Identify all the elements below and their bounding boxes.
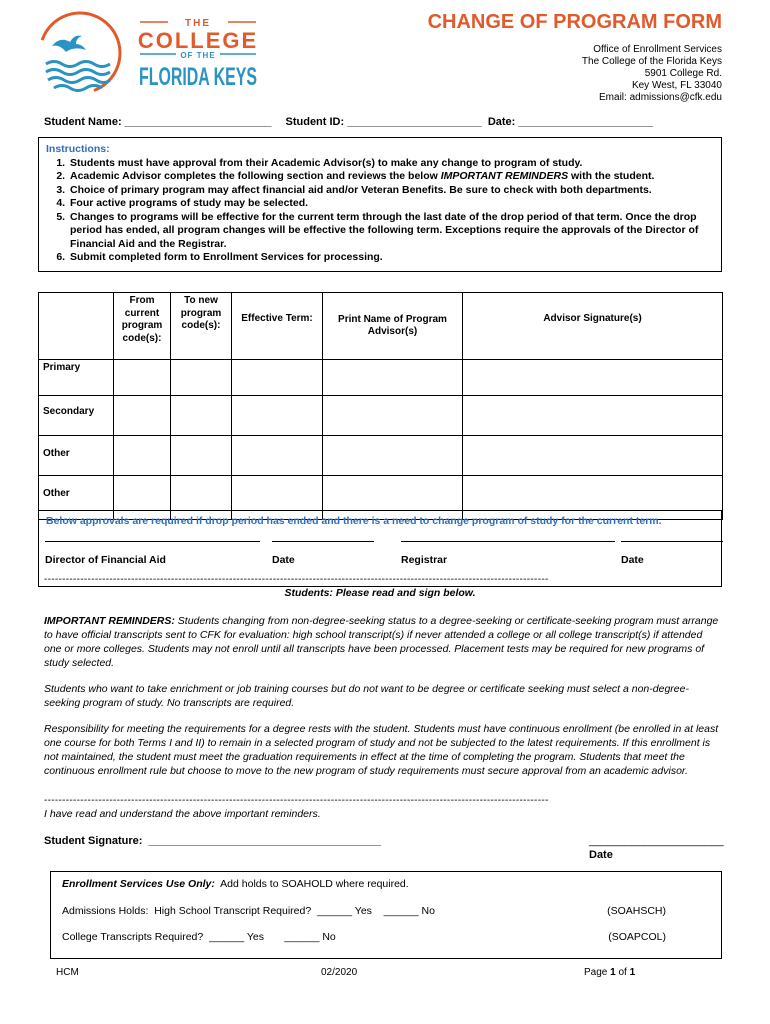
enrollment-title-rest: Add holds to SOAHOLD where required. [214, 878, 409, 890]
signature-date-label: Date [589, 849, 613, 861]
instruction-item [68, 170, 714, 184]
table-cell[interactable] [463, 396, 723, 436]
program-table [38, 292, 723, 520]
college-code: (SOAPCOL) [608, 931, 666, 943]
page-current: 1 [610, 967, 616, 978]
form-title: CHANGE OF PROGRAM FORM [427, 11, 722, 33]
table-cell[interactable] [463, 436, 723, 476]
row-label: Primary [39, 360, 114, 396]
student-info-line [44, 116, 724, 128]
table-cell[interactable] [232, 436, 323, 476]
director-label: Director of Financial Aid [45, 554, 166, 566]
instruction-text: Academic Advisor completes the following section and reviews the below IMPORTANT REMINDERS with the student. [70, 170, 655, 182]
responsibility-para: Responsibility for meeting the requirements for a degree rests with the student. Students must have continuous enrollment (be enrolled in at least one course for both Terms I and II) to remain in a selected program of study and not be subjected to the latest requirements. If this enrollment is not maintained, the student must meet the graduation requirements in effect at the time of completing the program. Students that meet the continuous enrollment rule but choose to move to the new program of study requirements must secure approval from an academic advisor. [44, 723, 719, 777]
page-total: 1 [629, 967, 636, 978]
admissions-holds-row[interactable]: Admissions Holds: High School Transcript Required? ______ Yes ______ No [62, 905, 435, 917]
important-label: IMPORTANT REMINDERS: [44, 615, 175, 627]
table-cell[interactable] [232, 360, 323, 396]
table-cell[interactable] [171, 360, 232, 396]
enrollment-title-row [62, 878, 409, 890]
row-label: Other [39, 476, 114, 520]
page-prefix: Page [584, 967, 611, 978]
header-to-code: To new program code(s): [171, 293, 232, 360]
header-advisor-name: Print Name of Program Advisor(s) [323, 293, 463, 360]
instruction-item: 6. Submit completed form to Enrollment Services for processing. [68, 251, 714, 265]
signature-date-line[interactable]: ______________________ [589, 835, 724, 847]
header-empty [39, 293, 114, 360]
logo-line2: COLLEGE [137, 28, 259, 53]
page-of: of [615, 967, 630, 978]
instruction-emphasis: IMPORTANT REMINDERS [440, 170, 569, 182]
important-reminders-para [44, 614, 722, 670]
registrar-signature-line[interactable] [401, 541, 615, 542]
table-cell[interactable] [323, 436, 463, 476]
office-address [480, 44, 722, 104]
table-cell[interactable] [232, 396, 323, 436]
director-signature-line[interactable] [45, 541, 260, 542]
table-row [39, 360, 723, 396]
logo-line4: FLORIDA KEYS [139, 63, 257, 91]
office-line: Key West, FL 33040 [631, 80, 722, 91]
date-label: Date [272, 554, 295, 566]
registrar-date-line[interactable] [621, 541, 723, 542]
enrollment-services-box [50, 871, 722, 959]
student-name-field[interactable]: Student Name: ________________________ [44, 116, 272, 128]
divider: ------------------------------------------------------------------------------------------------------------------------------------------- [44, 795, 549, 806]
office-email: Email: admissions@cfk.edu [599, 92, 722, 103]
table-cell[interactable] [171, 396, 232, 436]
instructions-box [38, 137, 722, 272]
office-line: Office of Enrollment Services [593, 44, 722, 55]
table-cell[interactable] [463, 360, 723, 396]
table-cell[interactable] [114, 360, 171, 396]
student-signature-field[interactable]: Student Signature: ______________________________________ [44, 835, 381, 847]
page-number [584, 967, 635, 978]
header-advisor-signature: Advisor Signature(s) [463, 293, 723, 360]
header-effective-term: Effective Term: [232, 293, 323, 360]
table-cell[interactable] [323, 396, 463, 436]
row-label: Other [39, 436, 114, 476]
logo-graphic [38, 8, 268, 98]
row-label: Secondary [39, 396, 114, 436]
instructions-list [46, 157, 714, 265]
footer-date: 02/2020 [321, 967, 358, 978]
footer-left: HCM [56, 967, 79, 978]
office-line: 5901 College Rd. [644, 68, 722, 79]
table-cell[interactable] [323, 360, 463, 396]
acknowledgement-text: I have read and understand the above important reminders. [44, 808, 321, 820]
enrollment-title: Enrollment Services Use Only: [62, 878, 215, 890]
header-from-code: From current program code(s): [114, 293, 171, 360]
college-logo [38, 8, 268, 98]
college-transcripts-row[interactable]: College Transcripts Required? ______ Yes ______ No [62, 931, 336, 943]
date-field[interactable]: Date: ______________________ [487, 116, 653, 128]
approvals-note: Below approvals are required if drop period has ended and there is a need to change program of study for the current term. [46, 515, 662, 527]
table-cell[interactable] [114, 436, 171, 476]
registrar-label: Registrar [401, 554, 448, 566]
admissions-code: (SOAHSCH) [607, 905, 666, 917]
instruction-item: 3. Choice of primary program may affect financial aid and/or Veteran Benefits. Be sure to check with both departments. [68, 184, 714, 198]
reminders-text: Students changing from non-degree-seeking status to a degree-seeking or certificate-seeking program must arrange to have official transcripts sent to CFK for evaluation: high school transcript(s) if never attended a college or all college transcript(s) if attended one or more colleges. Students may not enroll until all transcripts have been processed. Placement tests may be required for new programs of study selected. [44, 615, 719, 669]
table-cell[interactable] [114, 396, 171, 436]
director-date-line[interactable] [272, 541, 374, 542]
table-row [39, 396, 723, 436]
students-heading: Students: Please read and sign below. [284, 587, 476, 599]
table-header-row [39, 293, 723, 360]
date-label: Date [621, 554, 644, 566]
table-row [39, 436, 723, 476]
logo-line1: THE [185, 18, 211, 29]
office-line: The College of the Florida Keys [581, 56, 722, 67]
table-cell[interactable] [171, 436, 232, 476]
enrichment-para: Students who want to take enrichment or job training courses but do not want to be degree or certificate seeking must select a non-degree-seeking program of study. No transcripts are required. [44, 683, 689, 709]
divider: ------------------------------------------------------------------------------------------------------------------------------------------- [44, 574, 549, 585]
instructions-title: Instructions: [46, 143, 110, 155]
student-id-field[interactable]: Student ID: ______________________ [285, 116, 482, 128]
instruction-item: 5. Changes to programs will be effective for the current term through the last date of the drop period of that term. Once the drop period has ended, all program changes will be effective the following term. Exceptions require the approvals of the Director of Financial Aid and the Registrar. [68, 211, 714, 252]
logo-line3: OF THE [180, 51, 216, 60]
instruction-item: 4. Four active programs of study may be selected. [68, 197, 714, 211]
instruction-item: 1. Students must have approval from their Academic Advisor(s) to make any change to program of study. [68, 157, 714, 171]
